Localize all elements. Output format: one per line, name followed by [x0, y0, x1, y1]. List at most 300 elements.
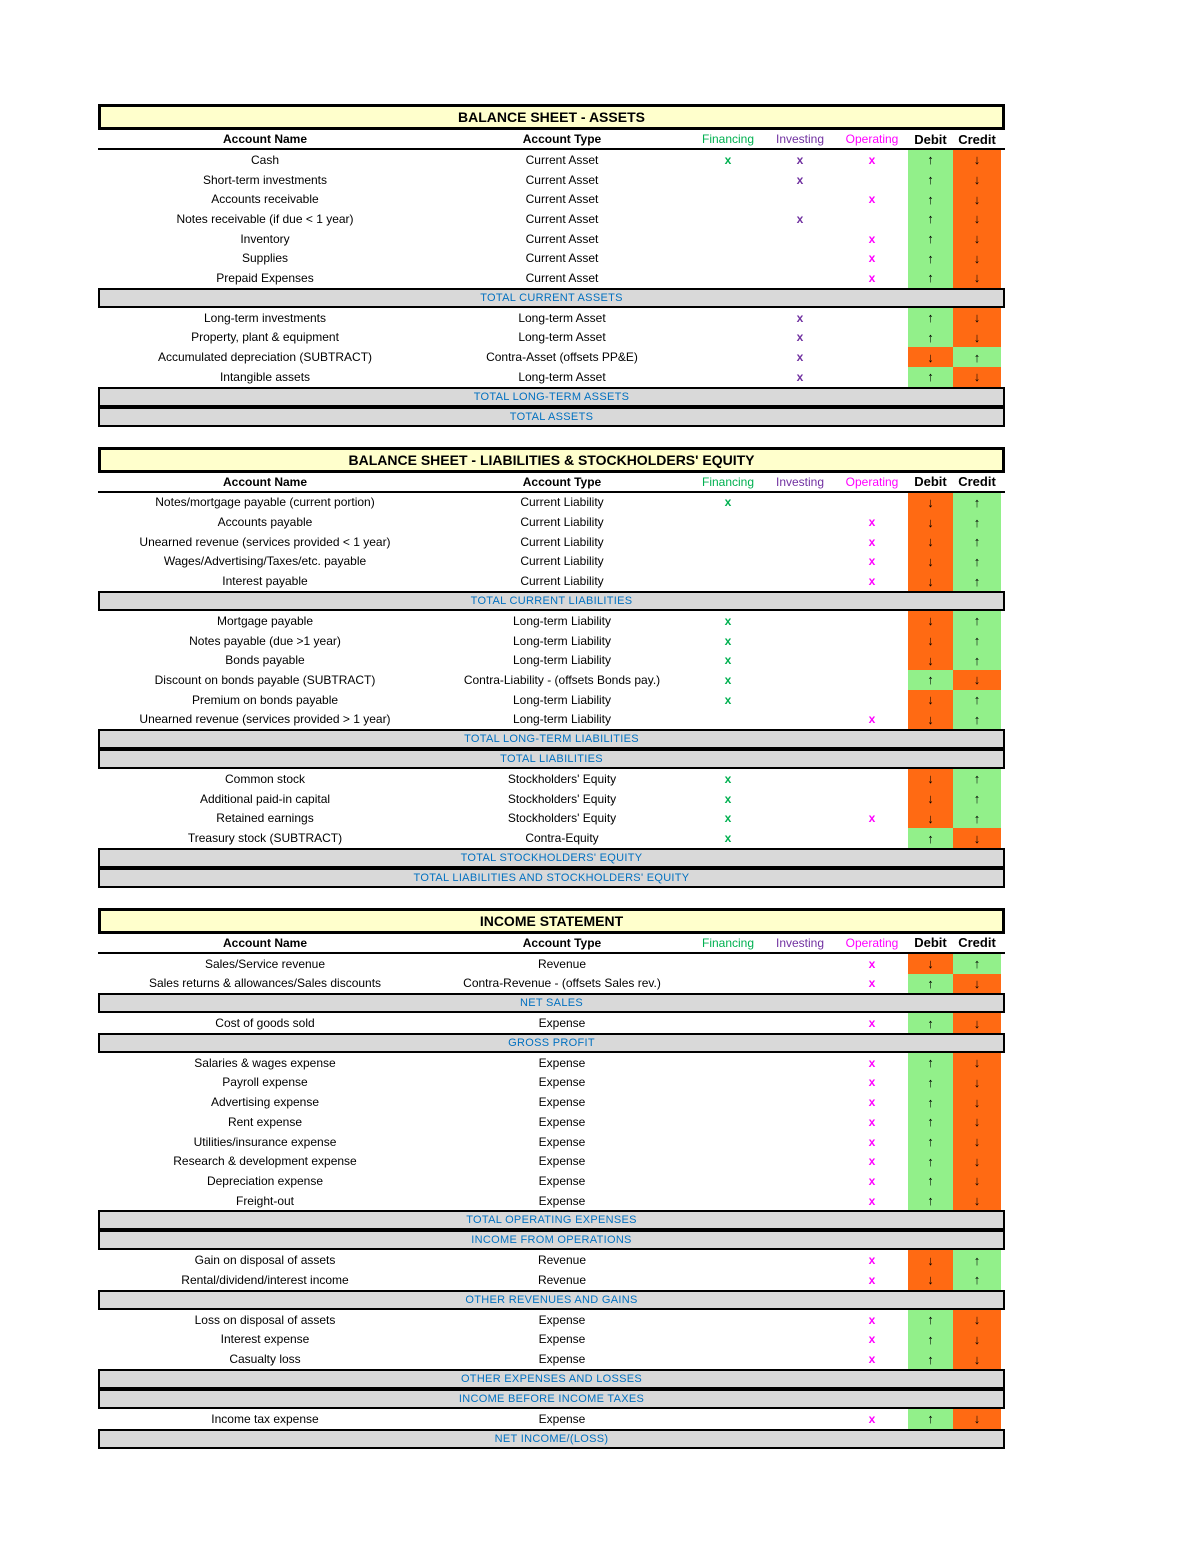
operating-mark: x	[868, 811, 876, 826]
credit-arrow-icon: ↑	[953, 650, 1001, 670]
account-row	[98, 328, 1005, 348]
financing-mark: x	[724, 771, 732, 786]
account-type: Expense	[538, 1095, 586, 1110]
column-header-debit: Debit	[914, 131, 947, 147]
total-row: TOTAL STOCKHOLDERS' EQUITY	[98, 848, 1005, 868]
debit-arrow-icon: ↑	[908, 150, 953, 170]
credit-arrow-icon: ↑	[953, 709, 1001, 729]
account-row	[98, 769, 1005, 789]
column-header-operating: Operating	[845, 132, 899, 146]
debit-arrow-icon: ↑	[908, 209, 953, 229]
debit-arrow-icon: ↓	[908, 1270, 953, 1290]
account-type: Revenue	[537, 956, 587, 971]
operating-mark: x	[868, 534, 876, 549]
account-type: Expense	[538, 1154, 586, 1169]
debit-arrow-icon: ↑	[908, 1053, 953, 1073]
account-type: Contra-Equity	[525, 831, 599, 846]
operating-mark: x	[868, 515, 876, 530]
account-type: Expense	[538, 1075, 586, 1090]
account-name: Interest expense	[220, 1332, 310, 1347]
credit-arrow-icon: ↓	[953, 1053, 1001, 1073]
account-type: Current Liability	[520, 534, 604, 549]
credit-arrow-icon: ↓	[953, 170, 1001, 190]
account-row	[98, 1349, 1005, 1369]
credit-arrow-icon: ↓	[953, 670, 1001, 690]
credit-arrow-icon: ↑	[953, 1270, 1001, 1290]
total-row: OTHER EXPENSES AND LOSSES	[98, 1369, 1005, 1389]
operating-mark: x	[868, 956, 876, 971]
credit-arrow-icon: ↑	[953, 532, 1001, 552]
account-name: Interest payable	[222, 574, 308, 589]
debit-arrow-icon: ↓	[908, 1250, 953, 1270]
account-row	[98, 690, 1005, 710]
debit-arrow-icon: ↑	[908, 248, 953, 268]
debit-arrow-icon: ↓	[908, 789, 953, 809]
column-header-debit: Debit	[914, 935, 947, 951]
operating-mark: x	[868, 270, 876, 285]
account-row	[98, 974, 1005, 994]
account-name: Loss on disposal of assets	[194, 1312, 336, 1327]
financing-mark: x	[724, 653, 732, 668]
account-row	[98, 150, 1005, 170]
account-name: Intangible assets	[219, 369, 311, 384]
account-row	[98, 268, 1005, 288]
column-header-financing: Financing	[701, 474, 755, 489]
debit-arrow-icon: ↓	[908, 571, 953, 591]
operating-mark: x	[868, 1154, 876, 1169]
operating-mark: x	[868, 1312, 876, 1327]
total-row: TOTAL LONG-TERM ASSETS	[98, 387, 1005, 407]
account-row	[98, 1013, 1005, 1033]
account-name: Discount on bonds payable (SUBTRACT)	[154, 672, 376, 687]
account-name: Mortgage payable	[216, 613, 314, 628]
account-row	[98, 809, 1005, 829]
total-row: TOTAL LIABILITIES AND STOCKHOLDERS' EQUITY	[98, 868, 1005, 888]
credit-arrow-icon: ↓	[953, 189, 1001, 209]
debit-arrow-icon: ↑	[908, 1092, 953, 1112]
section-title: INCOME STATEMENT	[98, 908, 1005, 934]
credit-arrow-icon: ↓	[953, 1112, 1001, 1132]
account-name: Long-term investments	[203, 310, 327, 325]
account-row	[98, 1092, 1005, 1112]
account-type: Current Asset	[525, 172, 599, 187]
account-name: Property, plant & equipment	[191, 330, 339, 345]
account-name: Treasury stock (SUBTRACT)	[187, 831, 343, 846]
section-spacer	[98, 427, 1005, 447]
debit-arrow-icon: ↑	[908, 828, 953, 848]
account-name: Cash	[250, 152, 279, 167]
account-row	[98, 1250, 1005, 1270]
account-type: Expense	[538, 1016, 586, 1031]
financing-mark: x	[724, 811, 732, 826]
debit-arrow-icon: ↓	[908, 493, 953, 513]
operating-mark: x	[868, 1016, 876, 1031]
account-row	[98, 1330, 1005, 1350]
debit-arrow-icon: ↑	[908, 189, 953, 209]
debit-arrow-icon: ↑	[908, 170, 953, 190]
investing-mark: x	[796, 211, 804, 226]
account-name: Rental/dividend/interest income	[181, 1272, 349, 1287]
account-name: Freight-out	[235, 1193, 295, 1208]
operating-mark: x	[868, 1173, 876, 1188]
debit-arrow-icon: ↓	[908, 611, 953, 631]
account-type: Current Asset	[525, 152, 599, 167]
account-type: Revenue	[537, 1253, 587, 1268]
account-type: Current Liability	[520, 495, 604, 510]
credit-arrow-icon: ↓	[953, 974, 1001, 994]
operating-mark: x	[868, 192, 876, 207]
account-row	[98, 1270, 1005, 1290]
investing-mark: x	[796, 152, 804, 167]
debit-arrow-icon: ↓	[908, 809, 953, 829]
operating-mark: x	[868, 1272, 876, 1287]
column-header-type: Account Type	[522, 132, 602, 146]
column-header-row	[98, 130, 1005, 150]
debit-arrow-icon: ↓	[908, 532, 953, 552]
section-title: BALANCE SHEET - ASSETS	[98, 104, 1005, 130]
account-name: Payroll expense	[222, 1075, 308, 1090]
account-name: Supplies	[241, 251, 289, 266]
credit-arrow-icon: ↓	[953, 229, 1001, 249]
credit-arrow-icon: ↓	[953, 150, 1001, 170]
column-header-financing: Financing	[701, 132, 755, 146]
operating-mark: x	[868, 1134, 876, 1149]
financing-mark: x	[724, 613, 732, 628]
account-type: Expense	[538, 1411, 586, 1426]
total-row: TOTAL ASSETS	[98, 407, 1005, 427]
financing-mark: x	[724, 791, 732, 806]
financing-mark: x	[724, 672, 732, 687]
operating-mark: x	[868, 231, 876, 246]
account-name: Advertising expense	[210, 1095, 320, 1110]
column-header-financing: Financing	[701, 935, 755, 950]
investing-mark: x	[796, 310, 804, 325]
account-row	[98, 532, 1005, 552]
account-name: Income tax expense	[211, 1411, 319, 1426]
debit-arrow-icon: ↑	[908, 1191, 953, 1211]
debit-arrow-icon: ↑	[908, 268, 953, 288]
account-name: Prepaid Expenses	[216, 270, 314, 285]
account-type: Current Asset	[525, 251, 599, 266]
account-row	[98, 1191, 1005, 1211]
investing-mark: x	[796, 369, 804, 384]
debit-arrow-icon: ↓	[908, 769, 953, 789]
total-row: INCOME BEFORE INCOME TAXES	[98, 1389, 1005, 1409]
debit-arrow-icon: ↑	[908, 1171, 953, 1191]
debit-arrow-icon: ↑	[908, 1151, 953, 1171]
account-row	[98, 248, 1005, 268]
operating-mark: x	[868, 251, 876, 266]
operating-mark: x	[868, 1193, 876, 1208]
account-type: Expense	[538, 1134, 586, 1149]
account-row	[98, 1132, 1005, 1152]
total-row: TOTAL CURRENT LIABILITIES	[98, 591, 1005, 611]
financing-mark: x	[724, 692, 732, 707]
account-name: Notes payable (due >1 year)	[189, 633, 341, 648]
debit-arrow-icon: ↑	[908, 229, 953, 249]
operating-mark: x	[868, 1253, 876, 1268]
account-type: Current Liability	[520, 574, 604, 589]
debit-arrow-icon: ↑	[908, 1132, 953, 1152]
debit-arrow-icon: ↑	[908, 1310, 953, 1330]
account-row	[98, 170, 1005, 190]
credit-arrow-icon: ↓	[953, 328, 1001, 348]
operating-mark: x	[868, 554, 876, 569]
credit-arrow-icon: ↑	[953, 347, 1001, 367]
account-row	[98, 367, 1005, 387]
account-row	[98, 611, 1005, 631]
total-row: GROSS PROFIT	[98, 1033, 1005, 1053]
account-name: Notes/mortgage payable (current portion)	[155, 495, 375, 510]
account-type: Expense	[538, 1055, 586, 1070]
account-type: Expense	[538, 1114, 586, 1129]
account-name: Short-term investments	[202, 172, 328, 187]
account-name: Wages/Advertising/Taxes/etc. payable	[163, 554, 367, 569]
account-row	[98, 1053, 1005, 1073]
account-row	[98, 954, 1005, 974]
credit-arrow-icon: ↓	[953, 1092, 1001, 1112]
account-type: Stockholders' Equity	[507, 771, 617, 786]
account-name: Additional paid-in capital	[199, 791, 331, 806]
credit-arrow-icon: ↓	[953, 308, 1001, 328]
operating-mark: x	[868, 1352, 876, 1367]
account-name: Premium on bonds payable	[191, 692, 339, 707]
account-row	[98, 308, 1005, 328]
account-type: Long-term Liability	[512, 613, 612, 628]
account-type: Long-term Liability	[512, 712, 612, 727]
account-type: Current Asset	[525, 231, 599, 246]
account-name: Accumulated depreciation (SUBTRACT)	[157, 350, 373, 365]
account-name: Rent expense	[227, 1114, 303, 1129]
section-3	[98, 908, 1005, 1449]
debit-arrow-icon: ↓	[908, 347, 953, 367]
account-type: Contra-Asset (offsets PP&E)	[486, 350, 638, 365]
account-row	[98, 828, 1005, 848]
operating-mark: x	[868, 1055, 876, 1070]
column-header-investing: Investing	[775, 474, 825, 489]
column-header-type: Account Type	[522, 935, 602, 950]
account-name: Notes receivable (if due < 1 year)	[176, 211, 354, 226]
column-header-name: Account Name	[222, 132, 308, 146]
account-type: Current Asset	[525, 211, 599, 226]
section-1	[98, 104, 1005, 427]
debit-arrow-icon: ↑	[908, 367, 953, 387]
debit-arrow-icon: ↑	[908, 1073, 953, 1093]
column-header-debit: Debit	[914, 474, 947, 490]
total-row: TOTAL CURRENT ASSETS	[98, 288, 1005, 308]
financing-mark: x	[724, 495, 732, 510]
account-row	[98, 789, 1005, 809]
column-header-investing: Investing	[775, 132, 825, 146]
account-row	[98, 209, 1005, 229]
credit-arrow-icon: ↑	[953, 552, 1001, 572]
credit-arrow-icon: ↓	[953, 1409, 1001, 1429]
credit-arrow-icon: ↓	[953, 268, 1001, 288]
account-type: Stockholders' Equity	[507, 791, 617, 806]
debit-arrow-icon: ↓	[908, 631, 953, 651]
debit-arrow-icon: ↑	[908, 1349, 953, 1369]
debit-arrow-icon: ↑	[908, 1112, 953, 1132]
credit-arrow-icon: ↓	[953, 1310, 1001, 1330]
debit-arrow-icon: ↑	[908, 670, 953, 690]
account-type: Contra-Liability - (offsets Bonds pay.)	[463, 672, 661, 687]
account-name: Unearned revenue (services provided < 1 year)	[139, 534, 391, 549]
credit-arrow-icon: ↑	[953, 611, 1001, 631]
account-name: Unearned revenue (services provided > 1 year)	[139, 712, 391, 727]
credit-arrow-icon: ↓	[953, 1151, 1001, 1171]
account-row	[98, 189, 1005, 209]
account-type: Long-term Liability	[512, 692, 612, 707]
account-name: Salaries & wages expense	[194, 1055, 336, 1070]
column-header-investing: Investing	[775, 935, 825, 950]
credit-arrow-icon: ↓	[953, 1191, 1001, 1211]
account-type: Current Liability	[520, 554, 604, 569]
credit-arrow-icon: ↓	[953, 1330, 1001, 1350]
account-type: Current Asset	[525, 270, 599, 285]
spreadsheet	[98, 104, 1005, 1449]
account-type: Revenue	[537, 1272, 587, 1287]
debit-arrow-icon: ↑	[908, 1013, 953, 1033]
section-spacer	[98, 888, 1005, 908]
financing-mark: x	[724, 633, 732, 648]
account-row	[98, 229, 1005, 249]
account-name: Accounts payable	[217, 515, 313, 530]
total-row: NET SALES	[98, 993, 1005, 1013]
total-row: OTHER REVENUES AND GAINS	[98, 1290, 1005, 1310]
account-name: Inventory	[240, 231, 290, 246]
account-row	[98, 1171, 1005, 1191]
column-header-credit: Credit	[958, 131, 996, 147]
credit-arrow-icon: ↓	[953, 1171, 1001, 1191]
account-row	[98, 650, 1005, 670]
column-header-name: Account Name	[222, 935, 308, 950]
total-row: INCOME FROM OPERATIONS	[98, 1230, 1005, 1250]
operating-mark: x	[868, 712, 876, 727]
credit-arrow-icon: ↑	[953, 789, 1001, 809]
credit-arrow-icon: ↓	[953, 209, 1001, 229]
total-row: TOTAL LONG-TERM LIABILITIES	[98, 729, 1005, 749]
account-type: Contra-Revenue - (offsets Sales rev.)	[463, 976, 661, 991]
account-row	[98, 670, 1005, 690]
debit-arrow-icon: ↓	[908, 709, 953, 729]
debit-arrow-icon: ↓	[908, 512, 953, 532]
account-name: Utilities/insurance expense	[193, 1134, 337, 1149]
account-name: Bonds payable	[225, 653, 305, 668]
credit-arrow-icon: ↑	[953, 1250, 1001, 1270]
account-name: Research & development expense	[173, 1154, 357, 1169]
financing-mark: x	[724, 152, 732, 167]
section-2	[98, 447, 1005, 888]
operating-mark: x	[868, 1075, 876, 1090]
account-type: Current Liability	[520, 515, 604, 530]
total-row: TOTAL OPERATING EXPENSES	[98, 1210, 1005, 1230]
credit-arrow-icon: ↓	[953, 1349, 1001, 1369]
account-type: Expense	[538, 1332, 586, 1347]
column-header-row	[98, 473, 1005, 493]
operating-mark: x	[868, 574, 876, 589]
credit-arrow-icon: ↑	[953, 809, 1001, 829]
account-type: Expense	[538, 1193, 586, 1208]
column-header-name: Account Name	[222, 474, 308, 489]
account-row	[98, 709, 1005, 729]
account-name: Gain on disposal of assets	[194, 1253, 336, 1268]
account-type: Long-term Asset	[518, 369, 606, 384]
account-type: Expense	[538, 1173, 586, 1188]
debit-arrow-icon: ↑	[908, 1330, 953, 1350]
financing-mark: x	[724, 831, 732, 846]
credit-arrow-icon: ↓	[953, 828, 1001, 848]
column-header-row	[98, 934, 1005, 954]
debit-arrow-icon: ↓	[908, 552, 953, 572]
account-row	[98, 1112, 1005, 1132]
total-row: TOTAL LIABILITIES	[98, 749, 1005, 769]
credit-arrow-icon: ↑	[953, 512, 1001, 532]
account-name: Sales/Service revenue	[204, 956, 326, 971]
operating-mark: x	[868, 1411, 876, 1426]
credit-arrow-icon: ↓	[953, 248, 1001, 268]
credit-arrow-icon: ↓	[953, 367, 1001, 387]
account-type: Long-term Asset	[518, 330, 606, 345]
account-name: Accounts receivable	[211, 192, 319, 207]
account-row	[98, 1310, 1005, 1330]
operating-mark: x	[868, 1095, 876, 1110]
account-row	[98, 493, 1005, 513]
debit-arrow-icon: ↓	[908, 650, 953, 670]
account-type: Stockholders' Equity	[507, 811, 617, 826]
account-row	[98, 1073, 1005, 1093]
account-name: Depreciation expense	[206, 1173, 324, 1188]
account-name: Casualty loss	[229, 1352, 301, 1367]
account-type: Long-term Liability	[512, 653, 612, 668]
operating-mark: x	[868, 1332, 876, 1347]
debit-arrow-icon: ↑	[908, 328, 953, 348]
total-row: NET INCOME/(LOSS)	[98, 1429, 1005, 1449]
account-name: Sales returns & allowances/Sales discounts	[148, 976, 382, 991]
debit-arrow-icon: ↓	[908, 690, 953, 710]
column-header-type: Account Type	[522, 474, 602, 489]
account-row	[98, 1409, 1005, 1429]
credit-arrow-icon: ↑	[953, 631, 1001, 651]
account-name: Cost of goods sold	[215, 1016, 315, 1031]
credit-arrow-icon: ↑	[953, 954, 1001, 974]
account-row	[98, 571, 1005, 591]
debit-arrow-icon: ↓	[908, 954, 953, 974]
investing-mark: x	[796, 330, 804, 345]
debit-arrow-icon: ↑	[908, 974, 953, 994]
account-type: Long-term Liability	[512, 633, 612, 648]
account-type: Current Asset	[525, 192, 599, 207]
account-type: Long-term Asset	[518, 310, 606, 325]
debit-arrow-icon: ↑	[908, 308, 953, 328]
credit-arrow-icon: ↑	[953, 493, 1001, 513]
credit-arrow-icon: ↓	[953, 1073, 1001, 1093]
column-header-credit: Credit	[958, 474, 996, 490]
credit-arrow-icon: ↑	[953, 571, 1001, 591]
credit-arrow-icon: ↑	[953, 769, 1001, 789]
debit-arrow-icon: ↑	[908, 1409, 953, 1429]
operating-mark: x	[868, 976, 876, 991]
operating-mark: x	[868, 152, 876, 167]
account-row	[98, 347, 1005, 367]
column-header-credit: Credit	[958, 935, 996, 951]
section-title: BALANCE SHEET - LIABILITIES & STOCKHOLDERS' EQUITY	[98, 447, 1005, 473]
operating-mark: x	[868, 1114, 876, 1129]
account-row	[98, 552, 1005, 572]
investing-mark: x	[796, 350, 804, 365]
credit-arrow-icon: ↓	[953, 1013, 1001, 1033]
column-header-operating: Operating	[845, 474, 899, 489]
credit-arrow-icon: ↑	[953, 690, 1001, 710]
